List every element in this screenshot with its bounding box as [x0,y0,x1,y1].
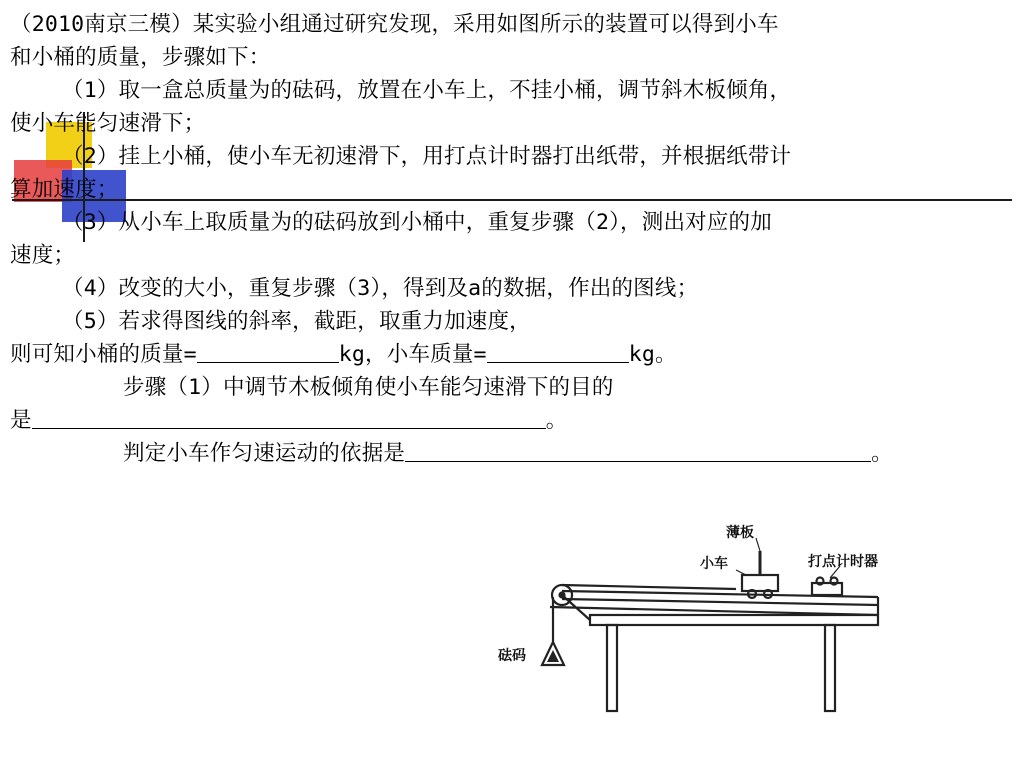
step-1-line-2: 使小车能匀速滑下； [10,111,206,136]
weight-label: 砝码 [498,648,526,664]
table-leg-right [825,625,835,711]
step-3-line-2: 速度； [10,243,76,268]
question-1-prefix: 则可知小桶的质量= [10,342,197,367]
step-3-line-1: （3）从小车上取质量为的砝码放到小桶中，重复步骤（2），测出对应的加 [62,210,772,235]
step-1-line-1: （1）取一盒总质量为的砝码，放置在小车上，不挂小桶，调节斜木板倾角， [62,78,792,103]
purpose-blank [32,406,546,429]
board-middle-edge [562,599,878,605]
cart-mass-blank [487,340,629,363]
step-4-line: （4）改变的大小，重复步骤（3），得到及a的数据，作出的图线； [62,276,699,301]
question-3-line [10,437,1014,470]
question-1-unit-2: kg。 [628,342,677,367]
question-3-prefix: 判定小车作匀速运动的依据是 [123,441,406,466]
timer-body [812,583,842,595]
step-5-line: （5）若求得图线的斜率，截距，取重力加速度， [62,309,531,334]
intro-line-1: （2010南京三模）某实验小组通过研究发现，采用如图所示的装置可以得到小车 [10,12,779,37]
bucket-mass-blank [197,340,339,363]
timer-label: 打点计时器 [808,554,878,570]
problem-text [10,8,1014,470]
table-top [590,615,878,625]
question-2-end: 。 [545,408,568,433]
cart-label: 小车 [700,556,728,572]
cart-body [742,575,778,591]
question-1-unit-1: kg，小车质量= [338,342,487,367]
uniform-motion-criterion-blank [405,439,871,462]
step-2-line-2: 算加速度； [10,177,119,202]
intro-line-2: 和小桶的质量，步骤如下： [10,45,271,70]
apparatus-drawing [490,515,890,720]
question-2-line-2 [10,404,1014,437]
plate-label: 薄板 [726,525,754,541]
apparatus-figure [490,515,890,720]
question-1-line [10,338,1014,371]
question-3-end: 。 [871,441,893,466]
question-2-prefix: 是 [10,408,32,433]
table-leg-left [607,625,617,711]
board-bottom-edge [550,607,878,615]
question-2-line-1: 步骤（1）中调节木板倾角使小车能匀速滑下的目的 [123,375,614,400]
string-horizontal [562,585,736,589]
step-2-line-1: （2）挂上小桶，使小车无初速滑下，用打点计时器打出纸带，并根据纸带计 [62,144,792,169]
